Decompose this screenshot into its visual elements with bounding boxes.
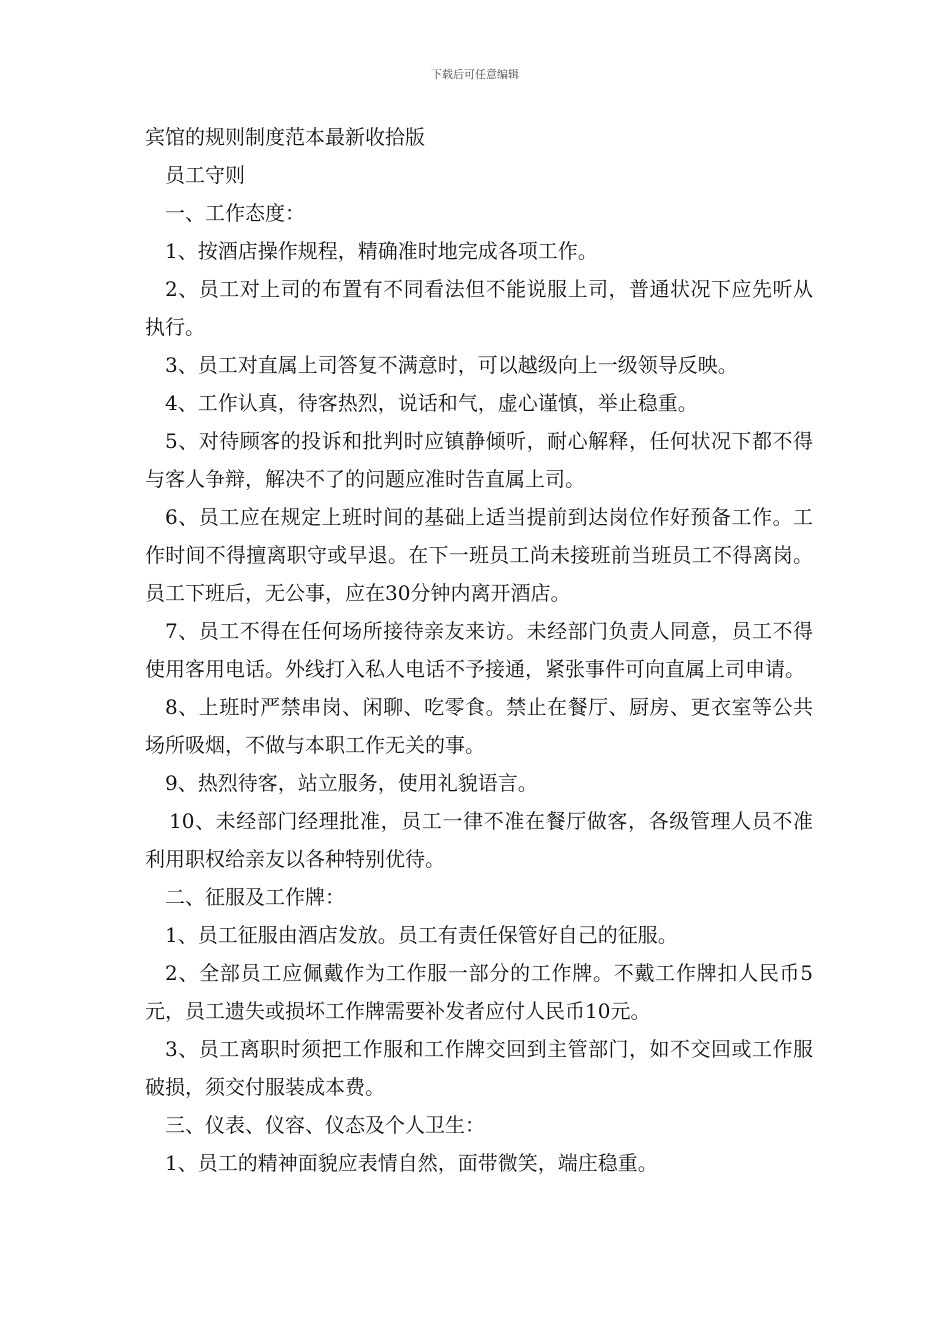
section-heading-work-attitude: 一、工作态度：	[165, 201, 305, 225]
rule-paragraph: 1、按酒店操作规程，精确准时地完成各项工作。	[165, 239, 598, 263]
rule-paragraph: 2、全部员工应佩戴作为工作服一部分的工作牌。不戴工作牌扣人民币5元，员工遗失或损坏工作牌需要补发者应付人民币10元。	[145, 961, 813, 1023]
page-header-note: 下载后可任意编辑	[431, 68, 519, 81]
rule-paragraph: 5、对待顾客的投诉和批判时应镇静倾听，耐心解释，任何状况下都不得与客人争辩，解决不了的问题应准时告直属上司。	[145, 429, 813, 491]
rule-paragraph: 6、员工应在规定上班时间的基础上适当提前到达岗位作好预备工作。工作时间不得擅离职守或早退。在下一班员工尚未接班前当班员工不得离岗。员工下班后，无公事，应在30分钟内离开酒店。	[145, 505, 813, 605]
document-body	[145, 118, 813, 1182]
rule-paragraph: 4、工作认真，待客热烈，说话和气，虚心谨慎，举止稳重。	[165, 391, 698, 415]
rule-paragraph: 2、员工对上司的布置有不同看法但不能说服上司，普通状况下应先听从执行。	[145, 277, 813, 339]
rule-paragraph: 3、员工离职时须把工作服和工作牌交回到主管部门，如不交回或工作服破损，须交付服装成本费。	[145, 1037, 813, 1099]
rule-paragraph: 1、员工征服由酒店发放。员工有责任保管好自己的征服。	[165, 923, 678, 947]
section-heading-staff-rules: 员工守则	[165, 163, 245, 187]
rule-paragraph: 1、员工的精神面貌应表情自然，面带微笑，端庄稳重。	[165, 1151, 658, 1175]
section-heading-uniform-badge: 二、征服及工作牌：	[165, 885, 345, 909]
document-title: 宾馆的规则制度范本最新收拾版	[145, 125, 425, 149]
rule-paragraph: 10、未经部门经理批准，员工一律不准在餐厅做客，各级管理人员不准利用职权给亲友以各种特别优待。	[145, 809, 813, 871]
rule-paragraph: 8、上班时严禁串岗、闲聊、吃零食。禁止在餐厅、厨房、更衣室等公共场所吸烟，不做与本职工作无关的事。	[145, 695, 813, 757]
rule-paragraph: 9、热烈待客，站立服务，使用礼貌语言。	[165, 771, 538, 795]
rule-paragraph: 3、员工对直属上司答复不满意时，可以越级向上一级领导反映。	[165, 353, 738, 377]
section-heading-appearance-hygiene: 三、仪表、仪容、仪态及个人卫生：	[165, 1113, 485, 1137]
rule-paragraph: 7、员工不得在任何场所接待亲友来访。未经部门负责人同意，员工不得使用客用电话。外线打入私人电话不予接通，紧张事件可向直属上司申请。	[145, 619, 813, 681]
